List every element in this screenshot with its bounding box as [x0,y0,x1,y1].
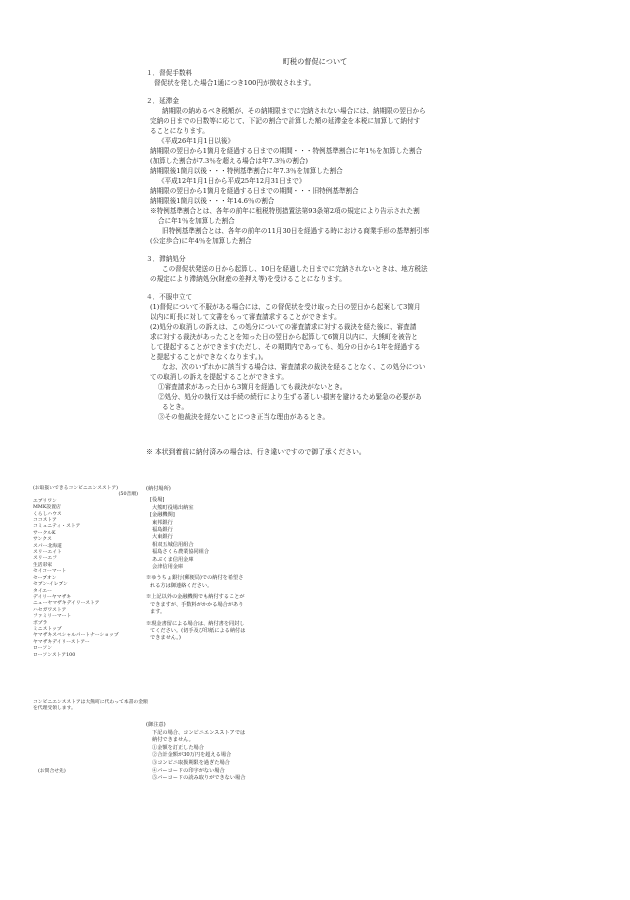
section-text: 納期限の納めるべき税額が、その納期限までに完納されない場合には、納期限の翌日から [162,107,426,115]
section-text: 納期限の翌日から1箇月を経過する日までの期間・・・旧特例基準割合 [150,187,359,195]
store-item: ポプラ [33,620,48,626]
store-item: セーブオン [33,575,57,581]
section-heading: ３．滞納処分 [146,255,186,263]
section-heading: １．督促手数料 [146,69,193,77]
list-item: ③その他裁決を経ないことにつき正当な理由があるとき。 [158,413,330,421]
store-item: エブリワン [33,498,57,504]
store-item: セブン-イレブン [33,582,68,588]
list-item: るとき。 [162,403,189,411]
payment-note-line: ※上記以外の金融機関でも納付することが [146,594,245,601]
section-text: 納期限の翌日から1箇月を経過する日までの期間・・・特例基準割合に年1％を加算した割合 [150,147,423,155]
caution-intro: 下記の場合、コンビニエンスストアでは [152,729,246,736]
store-item: ハセガワストア [33,607,67,613]
section-text: 《平成12年1月1日から平成25年12月31日まで》 [158,177,306,185]
caution-intro: 納付できません。 [152,737,194,744]
store-list-heading: (お取扱いできるコンビニエンスストア) [33,486,119,491]
section-text: 督促状を発した場合1通につき100円が徴収されます。 [154,79,316,87]
bank-item: 大東銀行 [152,534,173,541]
payment-note-line: できますが、手数料がかかる場合があり [150,601,244,608]
store-item: ヤマザキスペシャルパートナーショップ [33,633,119,639]
caution-item: ④バーコードの印字がない場合 [152,767,225,774]
store-list-block [33,486,148,659]
store-item: ココストア [33,518,57,524]
bank-item: あぶくま信用金庫 [152,556,194,563]
store-item: ファミリーマート [33,614,72,620]
list-item: ②処分、処分の執行又は手続の続行により生ずる著しい損害を避けるため緊急の必要があ [158,393,422,401]
section-heading: ４．不服申立て [146,293,193,301]
caution-heading: (御注意) [146,722,166,728]
caution-item: ①金額を訂正した場合 [152,744,204,751]
payment-note [146,621,286,643]
store-item: ヤマザキデイリーストアー [33,639,90,645]
section-text: (2)処分の取消しの訴えは、この処分についての審査請求に対する裁決を経た後に、審査請 [150,323,417,331]
main-content [146,68,491,422]
payment-note [146,594,286,616]
caution-item: ⑤バーコードの読み取りができない場合 [152,775,246,782]
contact-label: (お問合せ先) [38,769,66,774]
caution-list [146,745,286,783]
payment-note [146,575,286,590]
section-text: 求に対する裁決があったことを知った日の翌日から起算して6箇月以内に、大熊町を被告と [150,333,418,341]
section-text: (公定歩合)に年4％を加算した割合 [150,237,252,245]
store-item: 生活彩家 [33,562,53,568]
section-text: 納期限後1箇月以後・・・年14.6％の割合 [150,197,275,205]
store-item: ローソン [33,646,52,652]
store-item: タイエー [33,588,52,594]
store-item: スパー北海道 [33,543,62,549]
section-text: と提起することができなくなります。)。 [150,353,268,361]
caution-block [146,722,286,783]
store-item: スリーエイト [33,550,62,556]
section-heading: ２．延滞金 [146,97,179,105]
payment-note-line: ※ゆうちょ銀行(郵便局)での納付を希望さ [146,575,244,582]
tax-office-label: [役場] [150,497,165,504]
store-note: コンビニエンスストアは大熊町に代わって本書の金額を代理受領します。 [33,700,148,712]
store-item: デイリーヤマザキ [33,594,72,600]
section-text: (1)督促について不服がある場合には、この督促状を受け取った日の翌日から起案して3箇月 [150,303,421,311]
tax-office: 大熊町役場出納室 [152,504,194,511]
section-text: (加算した割合が7.3％を超える場合は年7.3％の割合) [150,157,308,165]
bank-item: 会津信用金庫 [152,564,184,571]
section-text: 以内に町長に対して文書をもって審査請求することができます。 [150,313,341,321]
store-item: ミニストップ [33,626,62,632]
store-list-header [33,486,148,499]
payment-heading: (納付場所) [146,486,171,492]
bank-item: 東邦銀行 [152,519,173,526]
section-text: 完納の日までの日数等に応じて、下記の割合で計算した額の延滞金を本税に加算して納付す [150,117,421,125]
page-title: 町税の督促について [282,57,348,66]
section-text: 旧特例基準割合とは、各年の前年の11月30日を経過する時における商業手形の基準割引率 [162,227,430,235]
section-text: の規定により滞納処分(財産の差押え等)を受けることになります。 [150,275,346,283]
section-text: して提起することができます(ただし、その期間内であっても、処分の日から1年を経過する [150,343,421,351]
section-text: この督促状発送の日から起算し、10日を経過した日までに完納されないときは、地方税法 [162,265,428,273]
store-item: スリーエフ [33,556,57,562]
payment-note-line: ます。 [150,609,166,616]
store-item: コミュニティ・ストア [33,524,81,530]
section-text: ての取消しの訴えを提起することができます。 [150,373,288,381]
store-list-order: (50音順) [118,492,138,498]
store-item: ニューヤマザキデイリーストア [33,601,100,607]
store-list [33,499,148,659]
bank-item: 福島さくら農業協同組合 [152,549,210,556]
banks-label: [金融機関] [150,512,175,519]
section-text: ※特例基準割合とは、各年の前年に租税特別措置法第93条第2項の規定により告示された割 [150,207,420,215]
payment-note-line: ※現金書留による場合は、納付書を同封し [146,620,245,627]
caution-item: ③コンビニ取扱期限を過ぎた場合 [152,759,230,766]
section-text: ることになります。 [150,127,209,135]
payment-block [146,486,286,643]
bank-item: 福島銀行 [152,527,173,534]
list-item: ①審査請求があった日から3箇月を経過しても裁決がないとき。 [158,383,347,391]
payment-note-line: れる方は御連絡ください。 [150,582,213,589]
store-item: サンクス [33,537,52,543]
section-text: 納期限後1箇月以後・・・特例基準割合に年7.3％を加算した割合 [150,167,343,175]
store-item: サークルK [33,530,56,536]
payment-note-line: できません。) [150,635,181,642]
store-item: セイコーマート [33,569,67,575]
section-text: なお、次のいずれかに該当する場合は、審査請求の裁決を経ることなく、この処分につい [162,363,426,371]
section-text: 合に年1％を加算した割合 [158,217,235,225]
store-item: MMK設置店 [33,505,61,511]
bank-list [146,520,286,572]
payment-note-line: てください。(切手及び印紙による納付は [150,627,246,634]
store-item: くらしハウス [33,511,62,517]
section-text: 《平成26年1月1日以後》 [158,137,235,145]
store-item: ローソンストア100 [33,652,76,658]
footer-note: ※ 本状到着前に納付済みの場合は、行き違いですので御了承ください。 [146,448,366,456]
bank-item: 相双五城信用組合 [152,541,194,548]
caution-item: ②合計金額が30万円を超える場合 [152,752,232,759]
